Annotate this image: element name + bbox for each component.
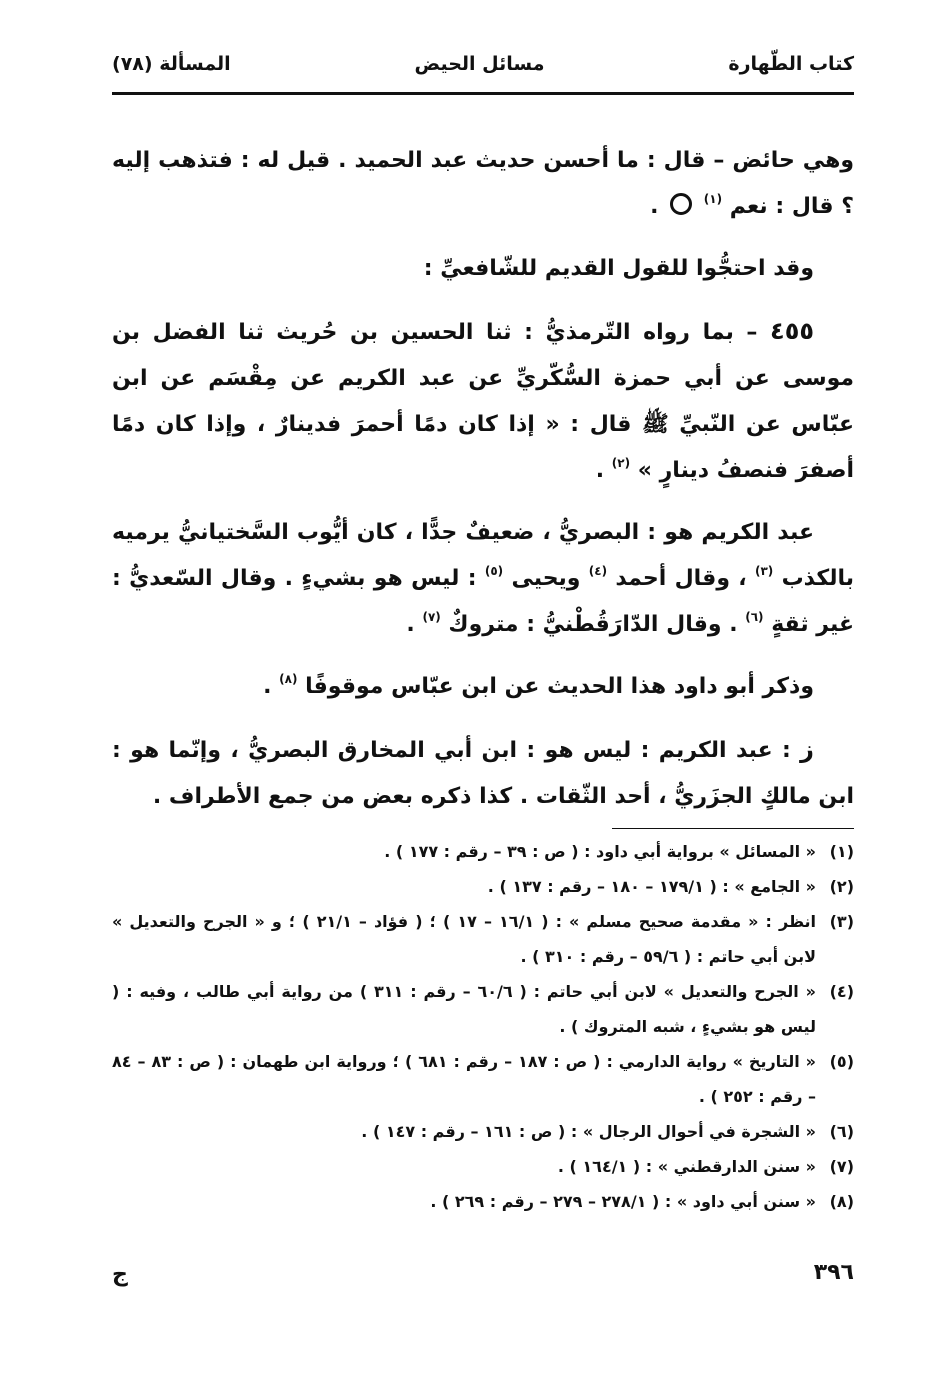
- footnote-text: « التاريخ » رواية الدارمي : ( ص : ١٨٧ – رقم : ٦٨١ ) ؛ ورواية ابن طهمان : ( ص : ٨٣ – ٨٤ – رقم : ٢٥٢ ) .: [112, 1052, 817, 1106]
- main-text: [112, 138, 854, 820]
- footnote-number: (٢): [829, 877, 854, 896]
- footnote-item: [112, 974, 854, 1044]
- footnote-number: (٨): [829, 1192, 854, 1211]
- footnote-ref-4: (٤): [588, 564, 608, 578]
- footnote-number: (١): [829, 842, 854, 861]
- paragraph-6: ز : عبد الكريم : ليس هو : ابن أبي المخارق البصريُّ ، وإنّما هو : ابن مالكٍ الجزَريُّ ، أحد الثّقات . كذا ذكره بعض من جمع الأطراف .: [112, 735, 854, 809]
- footnote-rule: [612, 828, 854, 829]
- footnote-text: « الجرح والتعديل » لابن أبي حاتم : ( ٦٠/٦ – رقم : ٣١١ ) من رواية أبي طالب ، وفيه : ( ليس هو بشيءٍ ، شبه المتروك ) .: [112, 982, 816, 1036]
- header-issue-number: المسألة (٧٨): [112, 53, 231, 75]
- hadith-number: ٤٥٥: [770, 317, 814, 345]
- paragraph-5: وذكر أبو داود هذا الحديث عن ابن عبّاس موقوفًا $^{(٨)}$ .: [263, 672, 814, 699]
- header-rule: [112, 92, 854, 95]
- running-header: [112, 40, 854, 88]
- footnote-text: « الجامع » : ( ١٧٩/١ – ١٨٠ – رقم : ١٣٧ ) .: [487, 877, 816, 896]
- footnote-ref-8: (٨): [279, 672, 298, 686]
- paragraph-2: وقد احتجُّوا للقول القديم للشّافعيِّ :: [423, 256, 814, 281]
- footnote-ref-6: (٦): [745, 610, 764, 624]
- footnote-text: انظر : « مقدمة صحيح مسلم » : ( ١٦/١ – ١٧ ) ؛ ( فؤاد – ٢١/١ ) ؛ و « الجرح والتعديل » لابن أبي حاتم : ( ٥٩/٦ – رقم : ٣١٠ ) .: [112, 912, 817, 966]
- footnote-text: « الشجرة في أحوال الرجال » : ( ص : ١٦١ – رقم : ١٤٧ ) .: [361, 1122, 816, 1141]
- footnote-number: (٣): [829, 912, 854, 931]
- header-chapter-title: مسائل الحيض: [414, 53, 545, 75]
- footnote-ref-1: (١): [703, 192, 723, 206]
- page-number: ٣٩٦: [813, 1260, 854, 1285]
- footnote-number: (٧): [829, 1157, 854, 1176]
- footnote-text: « سنن الدارقطني » : ( ١٦٤/١ ) .: [557, 1157, 816, 1176]
- footnote-number: (٦): [829, 1122, 854, 1141]
- end-circle-icon: [670, 193, 692, 215]
- footnote-item: [112, 869, 854, 904]
- footnote-ref-3: (٣): [754, 564, 774, 578]
- footnote-item: [112, 834, 854, 869]
- signature-mark: ج: [112, 1262, 128, 1287]
- hadith-455: ٤٥٥ – بما رواه التّرمذيُّ : ثنا الحسين بن حُريث ثنا الفضل بن موسى عن أبي حمزة السُّكّريِّ عن عبد الكريم عن مِقْسَم عن ابن عبّاس عن النّبيِّ ﷺ قال : « إذا كان دمًا أحمرَ فدينارٌ ، وإذا كان دمًا أصفرَ فنصفُ دينارٍ » $^{(٢)}$ .: [112, 317, 854, 483]
- header-book-title: كتاب الطّهارة: [728, 53, 854, 75]
- footnote-ref-7: (٧): [422, 610, 441, 624]
- footnote-text: « سنن أبي داود » : ( ٢٧٨/١ – ٢٧٩ – رقم : ٢٦٩ ) .: [430, 1192, 816, 1211]
- footnote-item: [112, 1149, 854, 1184]
- footnote-number: (٥): [829, 1052, 854, 1071]
- paragraph-1: وهي حائض – قال : ما أحسن حديث عبد الحميد . قيل له : فتذهب إليه ؟ قال : نعم $^{(١)}$ .: [112, 148, 854, 219]
- zawaid-mark: ز: [800, 735, 814, 763]
- footnote-text: « المسائل » برواية أبي داود : ( ص : ٣٩ – رقم : ١٧٧ ) .: [384, 842, 816, 861]
- footnote-item: [112, 1114, 854, 1149]
- footnote-item: [112, 1184, 854, 1219]
- footnote-ref-5: (٥): [484, 564, 504, 578]
- footnote-number: (٤): [829, 982, 854, 1001]
- footnote-item: [112, 904, 854, 974]
- footnote-item: [112, 1044, 854, 1114]
- footnote-ref-2: (٢): [611, 456, 631, 470]
- paragraph-4: عبد الكريم هو : البصريُّ ، ضعيفٌ جدًّا ، كان أيُّوب السَّختيانيُّ يرميه بالكذب $^{(٣)}$ ، وقال أحمد $^{(٤)}$ ويحيى $^{(٥)}$ : ليس هو بشيءٍ . وقال السّعديُّ : غير ثقةٍ $^{(٦)}$ . وقال الدّارَقُطْنيُّ : متروكٌ $^{(٧)}$ .: [112, 520, 854, 637]
- footnotes: [112, 834, 854, 1219]
